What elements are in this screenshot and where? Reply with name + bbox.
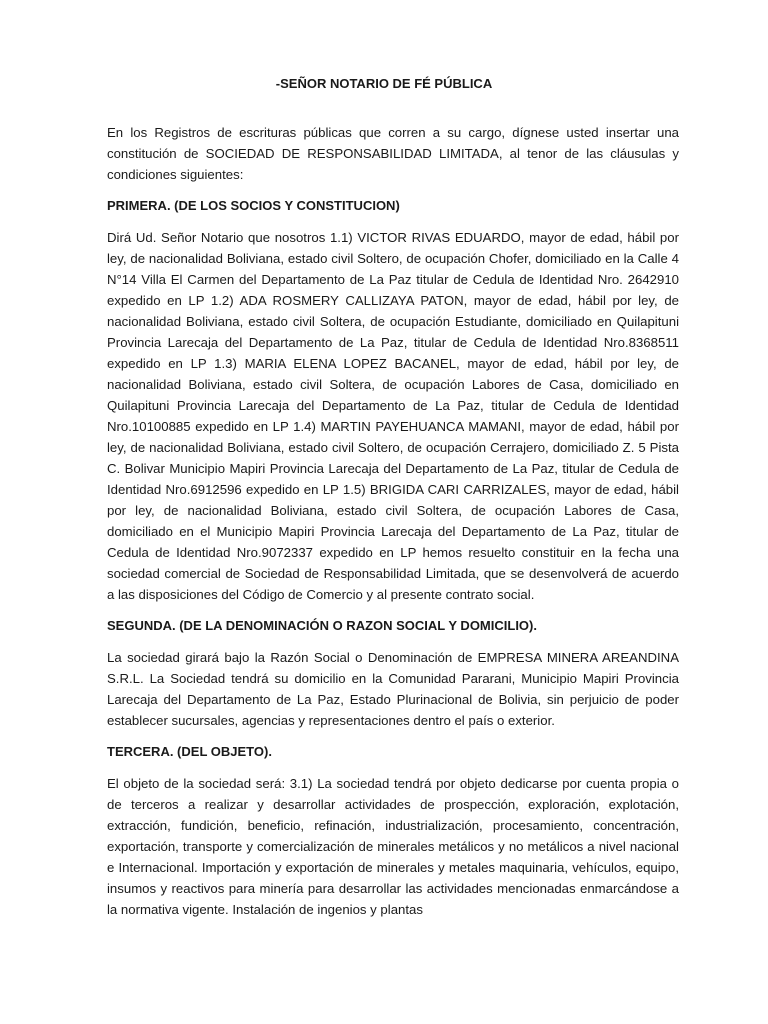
section-heading-tercera: TERCERA. (DEL OBJETO).	[107, 744, 272, 759]
section-body-primera: Dirá Ud. Señor Notario que nosotros 1.1) VICTOR RIVAS EDUARDO, mayor de edad, hábil por ley, de nacionalidad Boliviana, estado civil Soltero, de ocupación Chofer, domiciliado en la Calle 4 N°14 Villa El Carmen del Departamento de La Paz titular de Cedula de Identidad Nro. 2642910 expedido en LP 1.2) ADA ROSMERY CALLIZAYA PATON, mayor de edad, hábil por ley, de nacionalidad Boliviana, estado civil Soltera, de ocupación Estudiante, domiciliado en Quilapituni Provincia Larecaja del Departamento de La Paz, titular de Cedula de Identidad Nro.8368511 expedido en LP 1.3) MARIA ELENA LOPEZ BACANEL, mayor de edad, hábil por ley, de nacionalidad Boliviana, estado civil Soltera, de ocupación Labores de Casa, domiciliado en Quilapituni Provincia Larecaja del Departamento de La Paz, titular de Cedula de Identidad Nro.10100885 expedido en LP 1.4) MARTIN PAYEHUANCA MAMANI, mayor de edad, hábil por ley, de nacionalidad Boliviana, estado civil Soltero, de ocupación Cerrajero, domiciliado Z. 5 Pista C. Bolivar Municipio Mapiri Provincia Larecaja del Departamento de La Paz, titular de Cedula de Identidad Nro.6912596 expedido en LP 1.5) BRIGIDA CARI CARRIZALES, mayor de edad, hábil por ley, de nacionalidad Boliviana, estado civil Soltera, de ocupación Labores de Casa, domiciliado en el Municipio Mapiri Provincia Larecaja del Departamento de La Paz, titular de Cedula de Identidad Nro.9072337 expedido en LP hemos resuelto constituir en la fecha una sociedad comercial de Sociedad de Responsabilidad Limitada, que se desenvolverá de acuerdo a las disposiciones del Código de Comercio y al presente contrato social.	[107, 230, 679, 602]
document-title: -SEÑOR NOTARIO DE FÉ PÚBLICA	[275, 76, 493, 91]
document-body	[107, 122, 679, 930]
section-heading-segunda: SEGUNDA. (DE LA DENOMINACIÓN O RAZON SOCIAL Y DOMICILIO).	[107, 618, 537, 633]
intro-paragraph: En los Registros de escrituras públicas que corren a su cargo, dígnese usted insertar una constitución de SOCIEDAD DE RESPONSABILIDAD LIMITADA, al tenor de las cláusulas y condiciones siguientes:	[107, 125, 679, 182]
section-body-segunda: La sociedad girará bajo la Razón Social o Denominación de EMPRESA MINERA AREANDINA S.R.L. La Sociedad tendrá su domicilio en la Comunidad Pararani, Municipio Mapiri Provincia Larecaja del Departamento de La Paz, Estado Plurinacional de Bolivia, sin perjuicio de poder establecer sucursales, agencias y representaciones dentro el país o exterior.	[107, 650, 679, 728]
section-heading-primera: PRIMERA. (DE LOS SOCIOS Y CONSTITUCION)	[107, 198, 400, 213]
section-body-tercera: El objeto de la sociedad será: 3.1) La sociedad tendrá por objeto dedicarse por cuenta propia o de terceros a realizar y desarrollar actividades de prospección, exploración, explotación, extracción, fundición, beneficio, refinación, industrialización, procesamiento, concentración, exportación, transporte y comercialización de minerales metálicos y no metálicos a nivel nacional e Internacional. Importación y exportación de minerales y metales maquinaria, vehículos, equipo, insumos y reactivos para minería para desarrollar las actividades mencionadas enmarcándose a la normativa vigente. Instalación de ingenios y plantas	[107, 776, 679, 917]
